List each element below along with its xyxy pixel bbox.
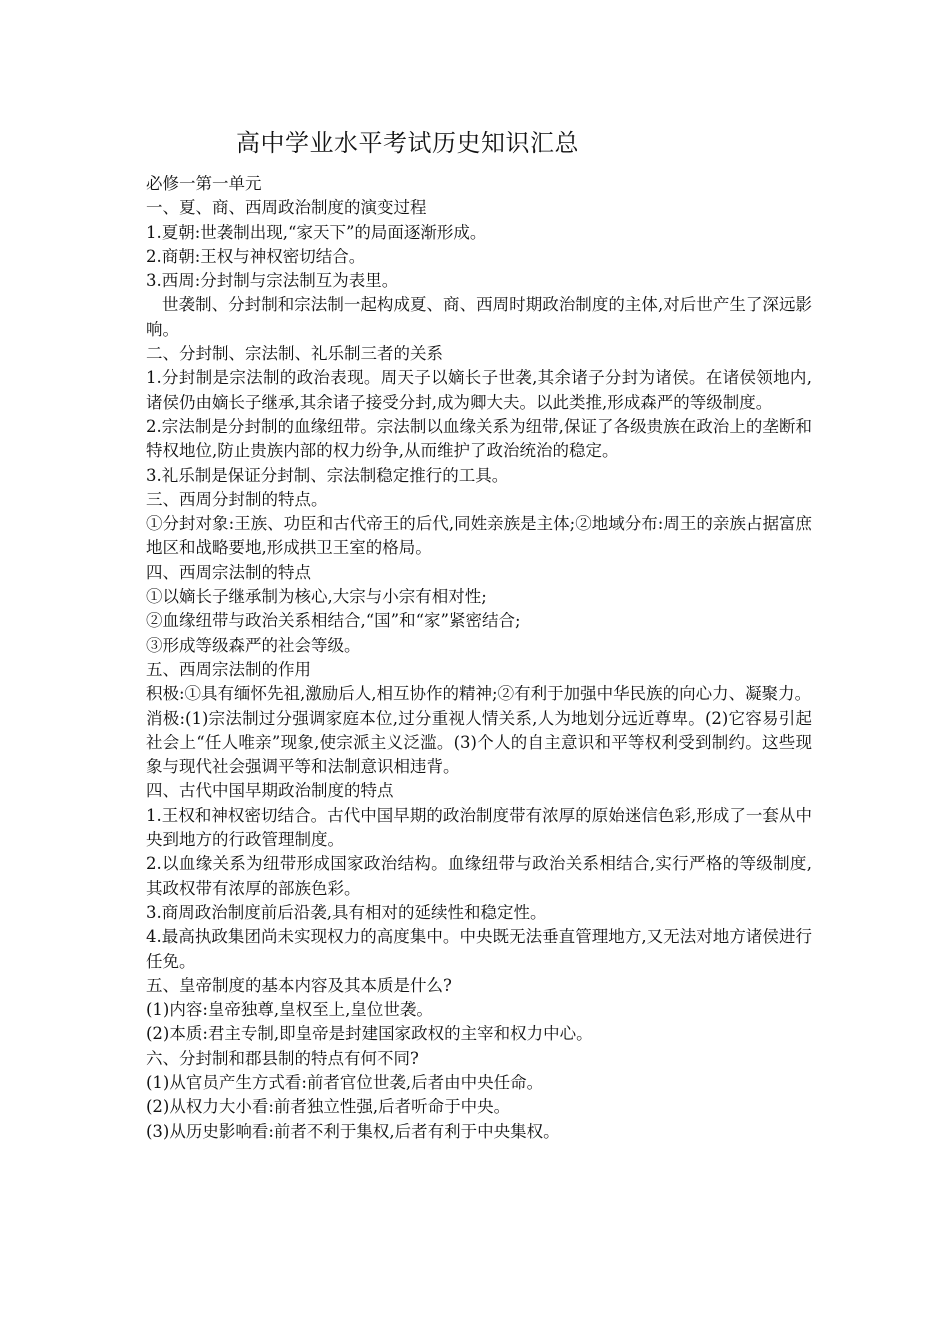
list-item: (2)本质:君主专制,即皇帝是封建国家政权的主宰和权力中心。 [146, 1024, 593, 1044]
list-item: (2)从权力大小看:前者独立性强,后者听命于中央。 [146, 1097, 511, 1117]
list-item: ①以嫡长子继承制为核心,大宗与小宗有相对性; [146, 587, 487, 607]
section-heading: 六、分封制和郡县制的特点有何不同? [146, 1048, 419, 1068]
document-page [146, 128, 812, 1144]
list-item: 2.商朝:王权与神权密切结合。 [146, 246, 366, 266]
list-item: 1.夏朝:世袭制出现,“家天下”的局面逐渐形成。 [146, 222, 487, 242]
section-heading: 一、夏、商、西周政治制度的演变过程 [146, 198, 427, 218]
paragraph: ①分封对象:王族、功臣和古代帝王的后代,同姓亲族是主体;②地域分布:周王的亲族占据富庶地区和战略要地,形成拱卫王室的格局。 [146, 514, 812, 558]
list-item: ②血缘纽带与政治关系相结合,“国”和“家”紧密结合; [146, 611, 521, 631]
list-item: (1)从官员产生方式看:前者官位世袭,后者由中央任命。 [146, 1072, 544, 1092]
list-item: 1.分封制是宗法制的政治表现。周天子以嫡长子世袭,其余诸子分封为诸侯。在诸侯领地内,诸侯仍由嫡长子继承,其余诸子接受分封,成为卿大夫。以此类推,形成森严的等级制度。 [146, 368, 812, 412]
section-heading: 三、西周分封制的特点。 [146, 489, 328, 509]
section-heading: 四、古代中国早期政治制度的特点 [146, 781, 394, 801]
section-heading: 五、皇帝制度的基本内容及其本质是什么? [146, 975, 452, 995]
list-item: ③形成等级森严的社会等级。 [146, 635, 361, 655]
section-heading: 二、分封制、宗法制、礼乐制三者的关系 [146, 344, 443, 364]
list-item: 2.以血缘关系为纽带形成国家政治结构。血缘纽带与政治关系相结合,实行严格的等级制度,其政权带有浓厚的部族色彩。 [146, 854, 812, 898]
list-item: 2.宗法制是分封制的血缘纽带。宗法制以血缘关系为纽带,保证了各级贵族在政治上的垄断和特权地位,防止贵族内部的权力纷争,从而维护了政治统治的稳定。 [146, 416, 812, 461]
list-item: (3)从历史影响看:前者不利于集权,后者有利于中央集权。 [146, 1121, 560, 1141]
section-heading: 四、西周宗法制的特点 [146, 562, 311, 582]
list-item: 1.王权和神权密切结合。古代中国早期的政治制度带有浓厚的原始迷信色彩,形成了一套从中央到地方的行政管理制度。 [146, 805, 812, 850]
list-item: 3.商周政治制度前后沿袭,具有相对的延续性和稳定性。 [146, 902, 547, 922]
list-item: 3.礼乐制是保证分封制、宗法制稳定推行的工具。 [146, 465, 509, 485]
paragraph: 消极:(1)宗法制过分强调家庭本位,过分重视人情关系,人为地划分远近尊卑。(2)它容易引起社会上“任人唯亲”现象,使宗派主义泛滥。(3)个人的自主意识和平等权利受到制约。这些现象与现代社会强调平等和法制意识相违背。 [146, 708, 812, 777]
list-item: 4.最高执政集团尚未实现权力的高度集中。中央既无法垂直管理地方,又无法对地方诸侯进行任免。 [146, 927, 812, 971]
unit-heading: 必修一第一单元 [146, 174, 262, 193]
paragraph: 世袭制、分封制和宗法制一起构成夏、商、西周时期政治制度的主体,对后世产生了深远影响。 [146, 295, 812, 339]
paragraph: 积极:①具有缅怀先祖,激励后人,相互协作的精神;②有利于加强中华民族的向心力、凝聚力。 [146, 684, 812, 704]
list-item: (1)内容:皇帝独尊,皇权至上,皇位世袭。 [146, 1000, 433, 1020]
list-item: 3.西周:分封制与宗法制互为表里。 [146, 271, 399, 291]
section-heading: 五、西周宗法制的作用 [146, 659, 311, 679]
document-title: 高中学业水平考试历史知识汇总 [236, 129, 579, 157]
